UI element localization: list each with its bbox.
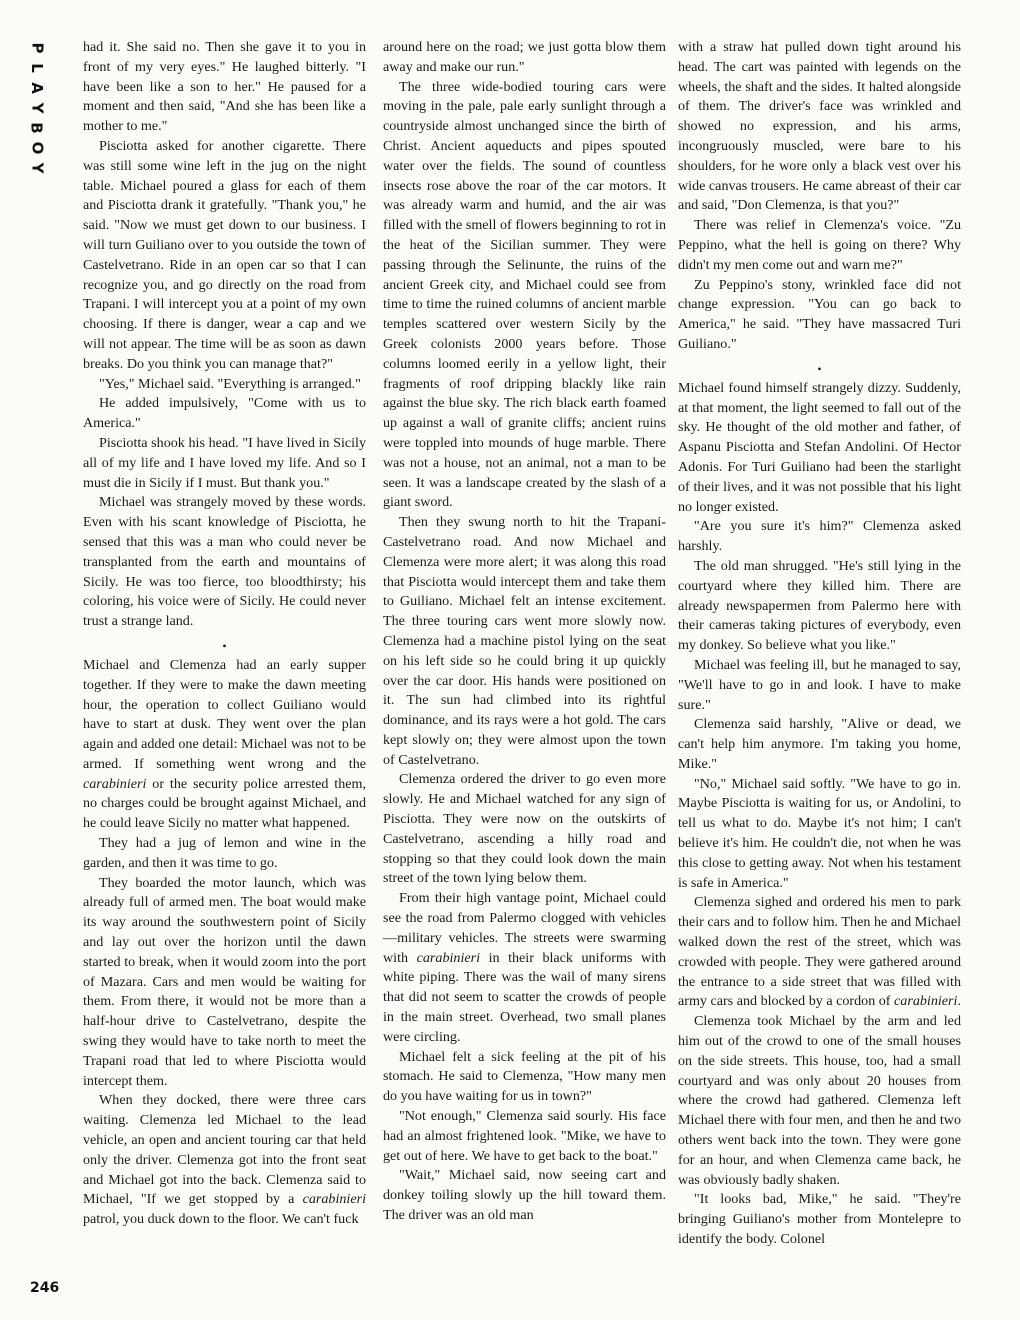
side-label-letter: Y (28, 162, 46, 174)
paragraph: "Not enough," Clemenza said sourly. His face had an almost frightened look. "Mike, we have to get out of here. We have to get back to the boat." (383, 1108, 666, 1164)
paragraph: Zu Peppino's stony, wrinkled face did not change expression. "You can go back to America," he said. "They have massacred Turi Guiliano." (678, 276, 961, 352)
section-separator: • (222, 638, 227, 653)
paragraph: Clemenza ordered the driver to go even more slowly. He and Michael watched for any sign of Pisciotta. They were now on the outskirts of Castelvetrano, ascending a hilly road and stopping so that they could look down the main street of the town lying below them. (383, 771, 666, 887)
paragraph: Clemenza took Michael by the arm and led him out of the crowd to one of the small houses on the side streets. This house, too, had a small courtyard and was only about 20 houses from where the crowd had gathered. Clemenza left Michael there with four men, and then he and two others went back into the town. They were gone for an hour, and when Clemenza came back, he was obviously badly shaken. (678, 1013, 961, 1188)
paragraph: had it. She said no. Then she gave it to you in front of my very eyes." He laughed bitterly. "I have been like a son to her." He paused for a moment and then said, "And she has been like a mother to me." (83, 39, 366, 135)
paragraph: The three wide-bodied touring cars were moving in the pale, pale early sunlight through a countryside almost unchanged since the birth of Christ. Ancient aqueducts and pipes spouted water over the fields. The sound of countless insects rose above the roar of the car motors. It was already warm and humid, and the air was filled with the smell of flowers beginning to rot in the heat of the Sicilian summer. They were passing through the Selinunte, the ruins of the ancient Greek city, and Michael could see from time to time the ruined columns of ancient marble temples scattered over western Sicily by the Greek colonists 2000 years before. Those columns loomed eerily in a yellow light, their fragments of roof dripping blackly like rain against the blue sky. The rich black earth foamed up against a wall of granite cliffs; ancient ruins were toppled into mounds of huge marble. There was not a house, not an animal, not a man to be seen. It was a landscape created by the slash of a giant sword. (383, 78, 666, 511)
paragraph: He added impulsively, "Come with us to America." (83, 395, 366, 432)
side-label-letter: O (27, 141, 46, 155)
paragraph: "It looks bad, Mike," he said. "They're bringing Guiliano's mother from Montelepre to identify the body. Colonel (678, 1191, 961, 1248)
side-label-letter: L (28, 63, 46, 73)
text-column-2 (383, 38, 666, 1226)
paragraph: Michael and Clemenza had an early supper together. If they were to make the dawn meeting hour, the operation to collect Guiliano would have to start at dusk. They went over the plan again and added one detail: Michael was not to be armed. If something went wrong and the carabinieri or the security police arrested them, no charges could be brought against Michael, and he could leave Sicily no matter what happened. (83, 656, 366, 832)
paragraph: with a straw hat pulled down tight around his head. The cart was painted with legends on the wheels, the shaft and the sides. It halted alongside of them. The driver's face was wrinkled and showed no expression, and his arms, incongruously muscled, were bare to his shoulders, for he wore only a black vest over his wide canvas trousers. He came abreast of their car and said, "Don Clemenza, is that you?" (678, 39, 961, 214)
magazine-side-label (28, 38, 46, 178)
paragraph: "Are you sure it's him?" Clemenza asked harshly. (678, 518, 961, 555)
paragraph: When they docked, there were three cars waiting. Clemenza led Michael to the lead vehicle, an open and ancient touring car that held only the driver. Clemenza got into the front seat and Michael got into the back. Clemenza said to Michael, "If we get stopped by a carabinieri patrol, you duck down to the floor. We can't fuck (83, 1092, 366, 1228)
paragraph: There was relief in Clemenza's voice. "Zu Peppino, what the hell is going on there? Why didn't my men come out and warn me?" (678, 217, 961, 273)
paragraph: "Yes," Michael said. "Everything is arranged." (99, 375, 361, 392)
side-label-letter: P (28, 42, 46, 54)
paragraph: Michael found himself strangely dizzy. Suddenly, at that moment, the light seemed to fall out of the sky. He thought of the old mother and father, of Aspanu Pisciotta and Stefan Andolini. Of Hector Adonis. For Turi Guiliano had been the starlight of their lives, and it was not possible that his light no longer existed. (678, 379, 961, 515)
side-label-letter: A (27, 82, 46, 94)
side-label-letter: Y (28, 102, 46, 114)
paragraph: "Wait," Michael said, now seeing cart and donkey toiling slowly up the hill toward them. The driver was an old man (383, 1167, 666, 1224)
text-column-3 (678, 38, 961, 1250)
paragraph: From their high vantage point, Michael could see the road from Palermo clogged with vehicles—military vehicles. The streets were swarming with carabinieri in their black uniforms with white piping. There was the wail of many sirens that did not seem to scatter the crowds of people in the main street. Overhead, two small planes were circling. (383, 890, 666, 1045)
paragraph: "No," Michael said softly. "We have to go in. Maybe Pisciotta is waiting for us, or Andolini, to tell us what to do. Maybe it's not him; I can't believe it's him. He couldn't die, not when he was this close to getting away. Not when his testament is safe in America." (678, 775, 961, 891)
paragraph: Pisciotta asked for another cigarette. There was still some wine left in the jug on the night table. Michael poured a glass for each of them and Pisciotta drank it gratefully. "Thank you," he said. "Now we must get down to our business. I will turn Guiliano over to you outside the town of Castelvetrano. Ride in an open car so that I can recognize you, and go directly on the road from Trapani. I will intercept you at a point of my own choosing. If there is danger, wear a cap and we will not appear. The time will be as soon as dawn breaks. Do you think you can manage that?" (83, 137, 366, 372)
paragraph: around here on the road; we just gotta blow them away and make our run." (383, 39, 666, 75)
paragraph: Clemenza sighed and ordered his men to park their cars and to follow him. Then he and Michael walked down the rest of the street, which was crowded with people. They were gathered around the entrance to a side street that was filled with army cars and blocked by a cordon of carabinieri. (678, 894, 961, 1010)
side-label-letter: B (28, 122, 46, 134)
paragraph: The old man shrugged. "He's still lying in the courtyard where they killed him. There are already newspapermen from Palermo here with their cameras taking pictures of everybody, even my donkey. So believe what you like." (678, 557, 961, 654)
paragraph: Michael was strangely moved by these words. Even with his scant knowledge of Pisciotta, he sensed that this was a man who could never be transplanted from the earth and mountains of Sicily. He was too fierce, too bloodthirsty; his coloring, his voice were of Sicily. He could never trust a strange land. (83, 494, 366, 630)
paragraph: Michael felt a sick feeling at the pit of his stomach. He said to Clemenza, "How many men do you have waiting for us in town?" (383, 1048, 666, 1105)
paragraph: They had a jug of lemon and wine in the garden, and then it was time to go. (83, 835, 366, 871)
paragraph: Pisciotta shook his head. "I have lived in Sicily all of my life and I have loved my life. And so I must die in Sicily if I must. But thank you." (83, 434, 366, 491)
text-column-1 (83, 38, 366, 1230)
page-number: 246 (30, 1280, 60, 1296)
paragraph: Then they swung north to hit the Trapani-Castelvetrano road. And now Michael and Clemenza were more alert; it was along this road that Pisciotta would intercept them and take them to Guiliano. Michael felt an intense excitement. The three touring cars went more slowly now. Clemenza had a machine pistol lying on the seat on his left side so he could bring it up quickly over the car door. His hands were positioned on it. The sun had climbed into its rightful dominance, and its rays were a hot gold. The cars kept slowly on; they were almost upon the town of Castelvetrano. (383, 514, 666, 768)
section-separator: • (817, 361, 822, 376)
paragraph: Michael was feeling ill, but he managed to say, "We'll have to go in and look. I have to make sure." (678, 656, 961, 713)
paragraph: Clemenza said harshly, "Alive or dead, we can't help him anymore. I'm taking you home, Mike." (678, 716, 961, 772)
paragraph: They boarded the motor launch, which was already full of armed men. The boat would make its way around the southwestern point of Sicily and lay out over the horizon until the dawn started to break, when it would zoom into the port of Mazara. Cars and men would be waiting for them. From there, it would not be more than a half-hour drive to Castelvetrano, despite the swing they would have to take north to meet the Trapani road that led to where Pisciotta would intercept them. (83, 874, 366, 1089)
